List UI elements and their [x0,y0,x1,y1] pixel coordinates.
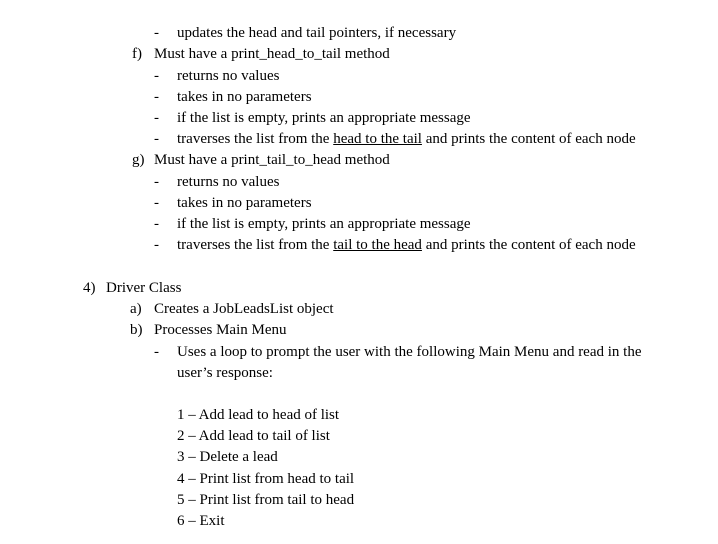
bullet-text-continued: user’s response: [177,365,273,381]
item-g-text: Must have a print_tail_to_head method [154,152,390,168]
menu-option: 1 – Add lead to head of list [177,407,340,423]
menu-option: 6 – Exit [177,513,225,529]
bullet-dash: - [154,344,159,360]
item-f-text: Must have a print_head_to_tail method [154,46,390,62]
bullet-text: returns no values [177,68,280,84]
bullet-dash: - [154,68,159,84]
bullet-dash: - [154,110,159,126]
section-title: Driver Class [106,280,182,296]
bullet-dash: - [154,89,159,105]
bullet-text: takes in no parameters [177,89,312,105]
bullet-text: if the list is empty, prints an appropriate message [177,110,471,126]
bullet-text: returns no values [177,174,280,190]
bullet-text: if the list is empty, prints an appropriate message [177,216,471,232]
traverse-before: traverses the list from the [177,131,334,147]
bullet-dash: - [154,237,159,253]
bullet-dash: - [154,174,159,190]
menu-option: 3 – Delete a lead [177,449,278,465]
traverse-underlined: head to the tail [333,131,422,147]
bullet-dash: - [154,131,159,147]
menu-option: 2 – Add lead to tail of list [177,428,330,444]
menu-option: 4 – Print list from head to tail [177,471,355,487]
list-marker-a: a) [130,301,142,317]
item-b-text: Processes Main Menu [154,322,287,338]
bullet-dash: - [154,195,159,211]
traverse-after: and prints the content of each node [421,131,636,147]
list-marker-b: b) [130,322,143,338]
bullet-dash: - [154,216,159,232]
bullet-text: Uses a loop to prompt the user with the following Main Menu and read in the [177,344,642,360]
bullet-text: takes in no parameters [177,195,312,211]
section-number: 4) [83,280,96,296]
traverse-before: traverses the list from the [177,237,334,253]
bullet-dash: - [154,25,159,41]
bullet-text-traverse [177,236,636,254]
list-marker-g: g) [132,152,145,168]
traverse-after: and prints the content of each node [421,237,636,253]
bullet-text-traverse [177,130,636,148]
list-marker-f: f) [132,46,142,62]
traverse-underlined: tail to the head [333,237,422,253]
item-a-text: Creates a JobLeadsList object [154,301,334,317]
menu-option: 5 – Print list from tail to head [177,492,355,508]
bullet-text: updates the head and tail pointers, if necessary [177,25,457,41]
